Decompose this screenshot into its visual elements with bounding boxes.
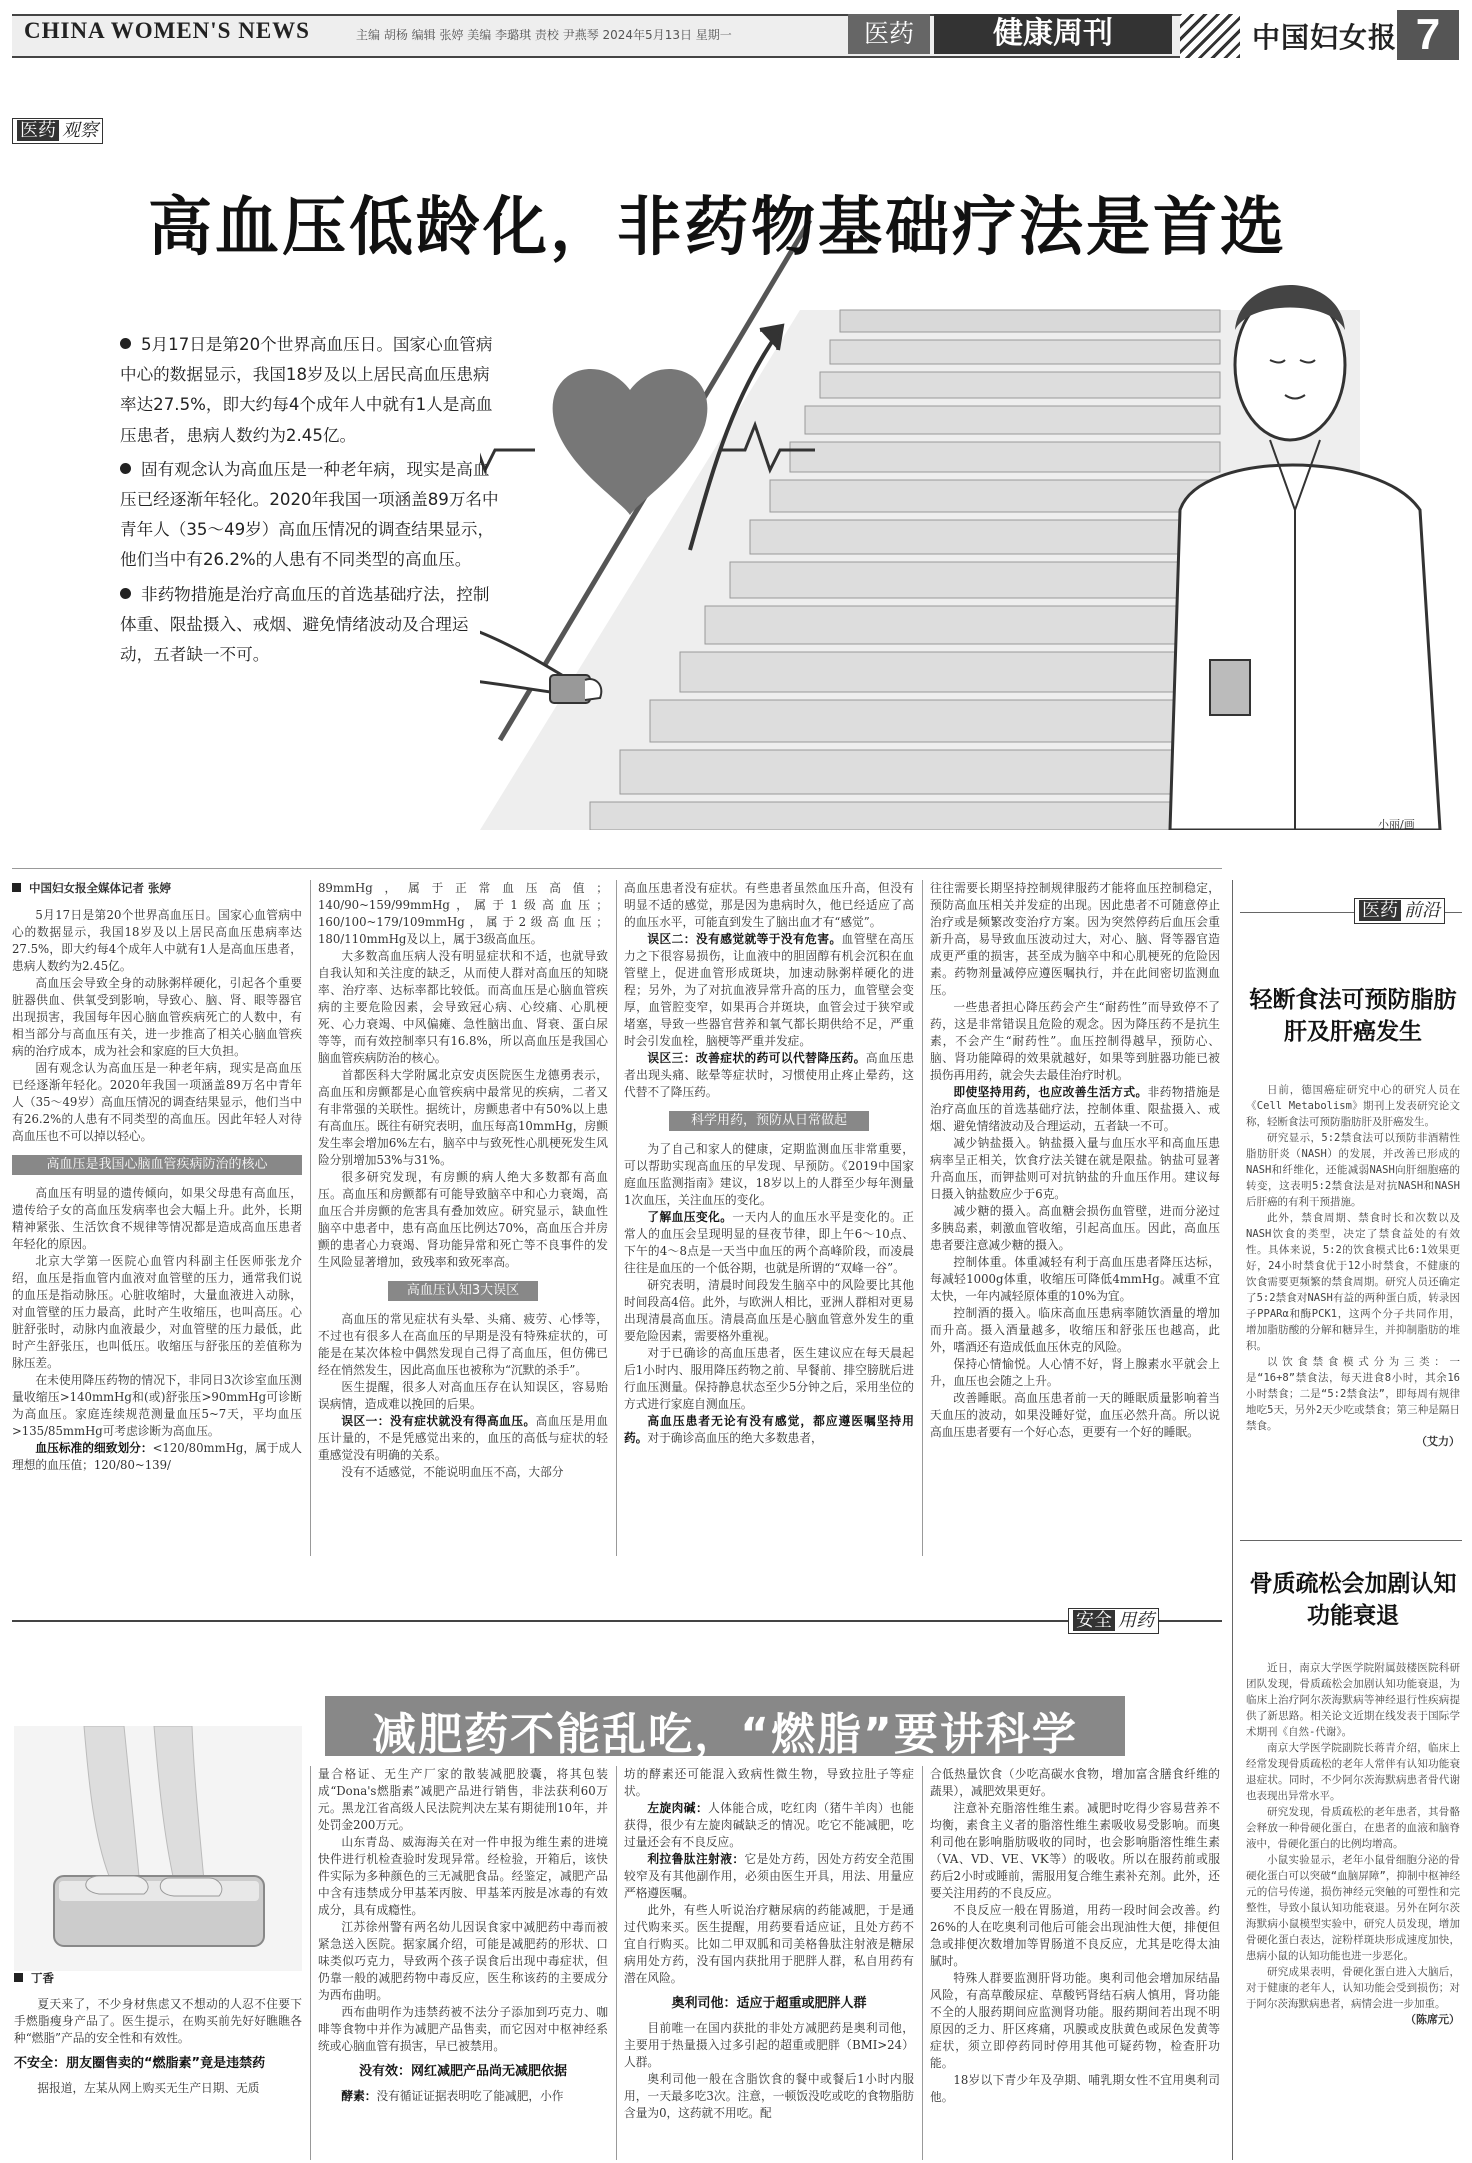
safety-column-1 (14, 1996, 302, 2156)
staff-line: 主编 胡杨 编辑 张婷 美编 李璐琪 责校 尹燕琴 2024年5月13日 星期一 (356, 28, 732, 42)
article-column-4 (930, 880, 1220, 1556)
paragraph: 误区三：改善症状的药可以代替降压药。高血压患者出现头痛、眩晕等症状时，习惯使用止疼止晕药，这代替不了降压药。 (624, 1051, 914, 1099)
safety-byline: 丁香 (14, 1970, 54, 1986)
paragraph: 对于已确诊的高血压患者，医生建议应在每天晨起后1小时内、服用降压药物之前、早餐前、排空膀胱后进行血压测量。保持静息状态至少5分钟之后，采用坐位的方式进行家庭自测血压。 (624, 1346, 914, 1411)
paragraph: 目前唯一在国内获批的非处方减肥药是奥利司他，主要用于热量摄入过多引起的超重或肥胖（BMI>24）人群。 (624, 2021, 914, 2069)
feature-intro (120, 330, 500, 674)
paragraph: 首都医科大学附属北京安贞医院医生龙德勇表示，高血压和房颤都是心血管疾病中最常见的疾病，二者又有非常强的关联性。据统计，房颤患者中有50%以上患有高血压。既往有研究表明，血压每高10mmHg，房颤发生率会增加6%左右，脑卒中与致死性心肌梗死发生风险分别增加53%与31%。 (318, 1068, 608, 1167)
paragraph: 18岁以下青少年及孕期、哺乳期女性不宜用奥利司他。 (930, 2073, 1220, 2104)
subhead: 高血压认知3大误区 (388, 1281, 538, 1301)
intro-point-3: 非药物措施是治疗高血压的首选基础疗法，控制体重、限盐摄入、戒烟、避免情绪波动及合理运动，五者缺一不可。 (120, 584, 490, 665)
paragraph: 奥利司他一般在含脂饮食的餐中或餐后1小时内服用，一天最多吃3次。注意，一顿饭没吃或吃的食物脂肪含量为0，这药就不用吃。配 (624, 2072, 914, 2120)
paragraph: 5月17日是第20个世界高血压日。国家心血管病中心的数据显示，我国18岁及以上居民高血压患病率达27.5%，即大约每4个成年人中就有1人是高血压患者，患病人数约为2.45亿。 (12, 908, 302, 973)
paragraph: 一些患者担心降压药会产生“耐药性”而导致停不了药，这是非常错误且危险的观念。因为降压药不是抗生素，不会产生“耐药性”。血压控制得越早，预防心、脑、肾功能障碍的效果就越好，如果等到脏器功能已被损伤再用药，就会失去最佳治疗时机。 (930, 1000, 1220, 1082)
page-number: 7 (1397, 10, 1459, 60)
byline: 中国妇女报全媒体记者 张婷 (12, 880, 302, 897)
paragraph: 往往需要长期坚持控制规律服药才能将血压控制稳定，预防高血压相关并发症的出现。因此患者不可随意停止治疗或是频繁改变治疗方案。因为突然停药后血压会重新升高，易导致血压波动过大，对心、脑、肾等器官造成更严重的损害，甚至成为脑卒中和心肌梗死的危险因素。药物剂量减停应遵医嘱执行，并在此间密切监测血压。 (930, 881, 1220, 997)
bottom-feature-rule (12, 1620, 1222, 1622)
subhead: 高血压是我国心脑血管疾病防治的核心 (12, 1155, 302, 1175)
paragraph: 控制体重。体重减轻有利于高血压患者降压达标，每减轻1000g体重，收缩压可降低4mmHg。减重不宜太快，一年内减轻原体重的10%为宜。 (930, 1255, 1220, 1303)
feature-headline: 高血压低龄化，非药物基础疗法是首选 (148, 190, 1287, 265)
paragraph: 大多数高血压病人没有明显症状和不适，也就导致自我认知和关注度的缺乏，从而使人群对高血压的知晓率、治疗率、达标率都比较低。而高血压是心脑血管疾病的主要危险因素，会导致冠心病、心绞痛、心肌梗死、心力衰竭、中风偏瘫、急性脑出血、肾衰、蛋白尿等等，而有效控制率只有16.8%，所以高血压是我国心脑血管疾病防治的核心。 (318, 949, 608, 1065)
panel-divider (1240, 1540, 1462, 1541)
column-rule (310, 880, 311, 1556)
article-column-3 (624, 880, 914, 1556)
paragraph: 高血压会导致全身的动脉粥样硬化，引起各个重要脏器供血、供氧受到影响，导致心、脑、肾、眼等器官出现损害，我国每年因心脑血管疾病死亡的人数中，有相当部分与高血压有关，进一步推高了相关心脑血管疾病的治疗成本，成为社会和家庭的巨大负担。 (12, 976, 302, 1058)
kicker-box: 医药 (1359, 900, 1401, 921)
box-subhead: 不安全：朋友圈售卖的“燃脂素”竟是违禁药 (14, 2056, 266, 2071)
paragraph: 没有不适感觉，不能说明血压不高，大部分 (341, 1465, 564, 1479)
paragraph: 日前，德国癌症研究中心的研究人员在《Cell Metabolism》期刊上发表研究论文称，轻断食法可预防脂肪肝及肝癌发生。 (1246, 1084, 1460, 1128)
paragraph: 近日，南京大学医学院附属鼓楼医院科研团队发现，骨质疏松会加剧认知功能衰退，为临床上治疗阿尔茨海默病等神经退行性疾病提供了新思路。相关论文近期在线发表于国际学术期刊《自然-代谢》。 (1246, 1662, 1460, 1738)
paragraph: 特殊人群要监测肝肾功能。奥利司他会增加尿结晶风险，有高草酸尿症、草酸钙肾结石病人慎用，肾功能不全的人服药期间应监测肾功能。服药期间若出现不明原因的乏力、肝区疼痛，巩膜或皮肤黄色或尿色发黄等症状，须立即停药同时停用其他可疑药物，检查肝功能。 (930, 1971, 1220, 2070)
author-signature: （艾力） (1416, 1435, 1460, 1448)
paragraph: 小鼠实验显示，老年小鼠骨细胞分泌的骨硬化蛋白可以突破“血脑屏障”，抑制中枢神经元的信号传递，损伤神经元突触的可塑性和完整性，导致小鼠认知功能衰退。另外在阿尔茨海默病小鼠模型实验中，研究人员发现，增加骨硬化蛋白表达，淀粉样斑块形成速度加快，患病小鼠的认知功能也进一步恶化。 (1246, 1854, 1460, 1962)
safety-headline: 减肥药不能乱吃，“燃脂”要讲科学 (372, 1709, 1078, 1760)
intro-point-2: 固有观念认为高血压是一种老年病，现实是高血压已经逐渐年轻化。2020年我国一项涵盖89万名中青年人（35～49岁）高血压情况的调查结果显示，他们当中有26.2%的人患有不同类型的高血压。 (120, 459, 499, 570)
kicker-text: 观察 (62, 120, 98, 141)
paragraph: 研究显示，5:2禁食法可以预防非酒精性脂肪肝炎（NASH）的发展，并改善已形成的NASH和纤维化，还能减弱NASH向肝细胞癌的转变，这表明5:2禁食法是对抗NASH和NASH后肝癌的有利干预措施。 (1246, 1132, 1460, 1208)
paragraph: 89mmHg，属于正常血压高值；140/90~159/99mmHg，属于1级高血压；160/100~179/109mmHg，属于2级高血压；180/110mmHg及以上，属于3级高血压。 (318, 881, 608, 946)
paragraph: 医生提醒，很多人对高血压存在认知误区，容易贻误病情，造成难以挽回的后果。 (318, 1380, 608, 1411)
article-column-1 (12, 880, 302, 1556)
paragraph: 据报道，左某从网上购买无生产日期、无质 (37, 2081, 260, 2095)
author-signature: （陈席元） (1405, 2013, 1460, 2026)
square-bullet-icon (14, 1973, 23, 1982)
safety-column-2 (318, 1766, 608, 2160)
paragraph: 血压标准的细致划分：<120/80mmHg，属于成人理想的血压值；120/80~139/ (12, 1441, 302, 1472)
safety-column-3 (624, 1766, 914, 2160)
paragraph: 误区二：没有感觉就等于没有危害。血管壁在高压力之下很容易损伤，让血液中的胆固醇有机会沉积在血管壁上，促进血管形成斑块，加速动脉粥样硬化的进程；另外，为了对抗血液异常升高的压力，血管壁会变厚，血管腔变窄，如果再合并斑块，血管会过于狭窄或堵塞，导致一些器官营养和氧气都长期供给不足，严重时会引发血栓，脑梗等严重并发症。 (624, 932, 914, 1048)
kicker-text: 前沿 (1404, 900, 1440, 921)
paragraph: 坊的酵素还可能混入致病性微生物，导致拉肚子等症状。 (624, 1767, 914, 1798)
paragraph: 合低热量饮食（少吃高碳水食物，增加富含膳食纤维的蔬果），减肥效果更好。 (930, 1767, 1220, 1798)
column-label: 健康周刊 (934, 14, 1172, 54)
paragraph: 利拉鲁肽注射液：它是处方药，因处方药安全范围较窄及有其他副作用，必须由医生开具，用法、用量应严格遵医嘱。 (624, 1852, 914, 1900)
masthead (12, 10, 1462, 60)
paragraph: 南京大学医学院副院长蒋青介绍，临床上经常发现骨质疏松的老年人常伴有认知功能衰退症状。同时，不少阿尔茨海默病患者骨代谢也表现出异常水平。 (1246, 1742, 1460, 1802)
english-title: CHINA WOMEN'S NEWS (24, 18, 310, 43)
paragraph: 保持心情愉悦。人心情不好，肾上腺素水平就会上升，血压也会随之上升。 (930, 1357, 1220, 1388)
frontier-headline-1: 轻断食法可预防脂肪肝及肝癌发生 (1249, 987, 1457, 1045)
paragraph: 酵素：没有循证证据表明吃了能减肥，小作 (341, 2089, 564, 2103)
kicker-box: 安全 (1073, 1610, 1115, 1631)
square-bullet-icon (12, 883, 21, 892)
kicker-box: 医药 (17, 120, 59, 141)
masthead-hatch (1180, 14, 1240, 58)
paragraph: 高血压的常见症状有头晕、头痛、疲劳、心悸等，不过也有很多人在高血压的早期是没有特殊症状的，可能是在某次体检中偶然发现自己得了高血压，但仿佛已经在悄然发生，因此高血压也被称为“沉默的杀手”。 (318, 1312, 608, 1377)
bullet-icon (120, 338, 131, 349)
paragraph: 即使坚持用药，也应改善生活方式。非药物措施是治疗高血压的首选基础疗法，控制体重、限盐摄入、戒烟、避免情绪波动及合理运动，五者缺一不可。 (930, 1085, 1220, 1133)
section-kicker-frontier (1354, 898, 1445, 924)
paragraph: 固有观念认为高血压是一种老年病，现实是高血压已经逐渐年轻化。2020年我国一项涵盖89万名中青年人（35～49岁）高血压情况的调查结果显示，他们当中有26.2%的人患有不同类型的高血压。因此年轻人对待高血压也不可以掉以轻心。 (12, 1061, 302, 1143)
paragraph: 高血压患者没有症状。有些患者虽然血压升高，但没有明显不适的感觉，那是因为患病时久，他已经适应了高的血压水平，可能直到发生了脑出血才有“感觉”。 (624, 881, 914, 929)
frontier-article-2 (1246, 1660, 1460, 2158)
scale-illustration (14, 1726, 302, 1971)
paragraph: 江苏徐州警有两名幼儿因误食家中减肥药中毒而被紧急送入医院。据家属介绍，可能是减肥药的形状、口味类似巧克力，导致两个孩子误食后出现中毒症状，但仍靠一般的减肥药物中毒反应，医生称该药的主要成分为西布曲明。 (318, 1920, 608, 2002)
illustration-credit: 小丽/画 (1378, 818, 1415, 831)
intro-point-1: 5月17日是第20个世界高血压日。国家心血管病中心的数据显示，我国18岁及以上居民高血压患病率达27.5%，即大约每4个成年人中就有1人是高血压患者，患病人数约为2.45亿。 (120, 335, 493, 445)
paragraph: 了解血压变化。一天内人的血压水平是变化的。正常人的血压会呈现明显的昼夜节律，即上午6～10点、下午的4～8点是一天当中血压的两个高峰阶段，而凌晨往往是血压的一个低谷期，也就是所谓的“双峰一谷”。 (624, 1210, 914, 1275)
paragraph: 控制酒的摄入。临床高血压患病率随饮酒量的增加而升高。摄入酒量越多，收缩压和舒张压也越高，此外，嗜酒还有造成低血压休克的风险。 (930, 1306, 1220, 1354)
paragraph: 山东青岛、威海海关在对一件申报为维生素的进境快件进行机检查验时发现异常。经检验，开箱后，该快件实际为多种颜色的三无减肥食品。经鉴定，减肥产品中含有违禁成分甲基苯丙胺、甲基苯丙胺是冰毒的有效成分，具有成瘾性。 (318, 1835, 608, 1917)
paragraph: 减少糖的摄入。高血糖会损伤血管壁，进而分泌过多胰岛素，刺激血管收缩，引起高血压。因此，高血压患者要注意减少糖的摄入。 (930, 1204, 1220, 1252)
section-kicker-observation (12, 118, 103, 144)
frontier-headline-2: 骨质疏松会加剧认知功能衰退 (1249, 1571, 1457, 1629)
box-subhead: 没有效：网红减肥产品尚无减肥依据 (358, 2064, 567, 2079)
column-rule (922, 880, 923, 1556)
column-rule (616, 1766, 617, 2160)
paragraph: 高血压有明显的遗传倾向，如果父母患有高血压，遗传给子女的高血压发病率也会大幅上升。此外，长期精神紧张、生活饮食不规律等情况都是造成高血压患者年轻化的原因。 (12, 1186, 302, 1251)
feature-illustration (480, 180, 1460, 830)
paragraph: 为了自己和家人的健康，定期监测血压非常重要，可以帮助实现高血压的早发现、早预防。《2019中国家庭血压监测指南》建议，18岁以上的人群至少每年测量1次血压，关注血压的变化。 (624, 1142, 914, 1207)
paragraph: 不良反应一般在胃肠道，用药一段时间会改善。约26%的人在吃奥利司他后可能会出现油性大便，排便但急或排便次数增加等胃肠道不良反应，尤其是吃得太油腻时。 (930, 1903, 1220, 1968)
paragraph: 此外，禁食周期、禁食时长和次数以及NASH饮食的类型，决定了禁食益处的有效性。具体来说，5:2的饮食模式比6:1效果更好，24小时禁食优于12小时禁食，不健康的饮食需要更频繁的禁食周期。研究人员还确定了5:2禁食对NASH有益的两种蛋白质，转录因子PPARα和酶PCK1，这两个分子共同作用，增加脂肪酸的分解和糖异生，并抑制脂肪的堆积。 (1246, 1212, 1460, 1352)
column-rule (616, 880, 617, 1556)
paragraph: 很多研究发现，有房颤的病人绝大多数都有高血压。高血压和房颤都有可能导致脑卒中和心力衰竭，高血压合并房颤的危害具有叠加效应。研究显示，缺血性脑卒中患者中，患有高血压比例达70%，高血压合并房颤的患者心力衰竭、肾功能异常和死亡等不良事件的发生风险显著增加，致残率和致死率高。 (318, 1170, 608, 1269)
paragraph: 改善睡眠。高血压患者前一天的睡眠质量影响着当天血压的波动，如果没睡好觉，血压必然升高。所以说高血压患者要有一个好心态，更要有一个好的睡眠。 (930, 1391, 1220, 1439)
paragraph: 研究成果表明，骨硬化蛋白进入大脑后，对于健康的老年人，认知功能会受到损伤；对于阿尔茨海默病患者，病情会进一步加重。 (1246, 1966, 1460, 2010)
column-rule (922, 1766, 923, 2160)
column-rule (310, 1766, 311, 2160)
paragraph: 误区一：没有症状就没有得高血压。高血压是用血压计量的，不是凭感觉出来的，血压的高低与症状的轻重感觉没有明确的关系。 (318, 1414, 608, 1462)
safety-column-4 (930, 1766, 1220, 2160)
paragraph: 西布曲明作为违禁药被不法分子添加到巧克力、咖啡等食物中并作为减肥产品售卖，而它因对中枢神经系统或心脑血管有损害，早已被禁用。 (318, 2005, 608, 2053)
bullet-icon (120, 588, 131, 599)
paragraph: 以饮食禁食模式分为三类：一是“16+8”禁食法，每天进食8小时，其余16小时禁食；二是“5:2禁食法”，即每周有规律地吃5天，另外2天少吃或禁食；第三种是隔日禁食。 (1246, 1356, 1460, 1432)
section-kicker-safety (1068, 1608, 1159, 1634)
paragraph: 注意补充脂溶性维生素。减肥时吃得少容易营养不均衡，素食主义者的脂溶性维生素吸收易受影响。而奥利司他在影响脂肪吸收的同时，也会影响脂溶性维生素（VA、VD、VE、VK等）的吸收。所以在服药前或服药后2小时或睡前，需服用复合维生素补充剂。此外，还要关注用药的不良反应。 (930, 1801, 1220, 1900)
paragraph: 减少钠盐摄入。钠盐摄入量与血压水平和高血压患病率呈正相关，饮食疗法关键在就是限盐。钠盐可显著升高血压，而钾盐则可对抗钠盐的升血压作用。建议每日摄入钠盐数应少于6克。 (930, 1136, 1220, 1201)
paragraph: 研究发现，骨质疏松的老年患者，其骨骼会释放一种骨硬化蛋白，在患者的血液和脑脊液中，骨硬化蛋白的比例均增高。 (1246, 1806, 1460, 1850)
paragraph: 量合格证、无生产厂家的散装减肥胶囊，将其包装成“Dona's燃脂素”减肥产品进行销售，非法获利60万元。黑龙江省高级人民法院判决左某有期徒刑10年，并处罚金200万元。 (318, 1767, 608, 1832)
paragraph: 左旋肉碱：人体能合成，吃红肉（猪牛羊肉）也能获得，很少有左旋肉碱缺乏的情况。吃它不能减肥，吃过量还会有不良反应。 (624, 1801, 914, 1849)
paragraph: 研究表明，清晨时间段发生脑卒中的风险要比其他时间段高4倍。此外，与欧洲人相比，亚洲人群相对更易出现清晨高血压。清晨高血压是心脑血管意外发生的重要危险因素，需要格外重视。 (624, 1278, 914, 1343)
frontier-article-1 (1246, 1082, 1460, 1520)
article-column-2 (318, 880, 608, 1556)
paragraph: 此外，有些人听说治疗糖尿病的药能减肥，于是通过代购来买。医生提醒，用药要看适应证，且处方药不宜自行购买。比如二甲双胍和司美格鲁肽注射液是糖尿病用处方药，没有国内获批用于肥胖人群，私自用药有潜在风险。 (624, 1903, 914, 1985)
feature-divider (12, 868, 1222, 869)
section-label: 医药 (848, 14, 930, 54)
paragraph: 高血压患者无论有没有感觉，都应遵医嘱坚持用药。对于确诊高血压的绝大多数患者， (624, 1414, 914, 1445)
subhead: 科学用药，预防从日常做起 (669, 1111, 869, 1131)
kicker-text: 用药 (1118, 1610, 1154, 1631)
newspaper-logo: 中国妇女报 (1252, 21, 1398, 54)
paragraph: 夏天来了，不少身材焦虑又不想动的人忍不住要下手燃脂瘦身产品了。医生提示，在购买前先好好瞧瞧各种“燃脂”产品的安全性和有效性。 (14, 1997, 302, 2045)
paragraph: 北京大学第一医院心血管内科副主任医师张龙介绍，血压是指血管内血液对血管壁的压力，通常我们说的血压是指动脉压。心脏收缩时，大量血液进入动脉，对血管壁的压力最高，此时产生收缩压，也叫高压。心脏舒张时，动脉内血液最少，对血管壁的压力最低，此时产生舒张压，也叫低压。收缩压与舒张压的差值称为脉压差。 (12, 1254, 302, 1370)
box-subhead: 奥利司他：适应于超重或肥胖人群 (671, 1996, 867, 2011)
paragraph: 在未使用降压药物的情况下，非同日3次诊室血压测量收缩压>140mmHg和(或)舒张压>90mmHg可诊断为高血压。家庭连续规范测量血压5~7天，平均血压>135/85mmHg可考虑诊断为高血压。 (12, 1373, 302, 1438)
panel-rule (1232, 880, 1233, 2160)
bullet-icon (120, 463, 131, 474)
